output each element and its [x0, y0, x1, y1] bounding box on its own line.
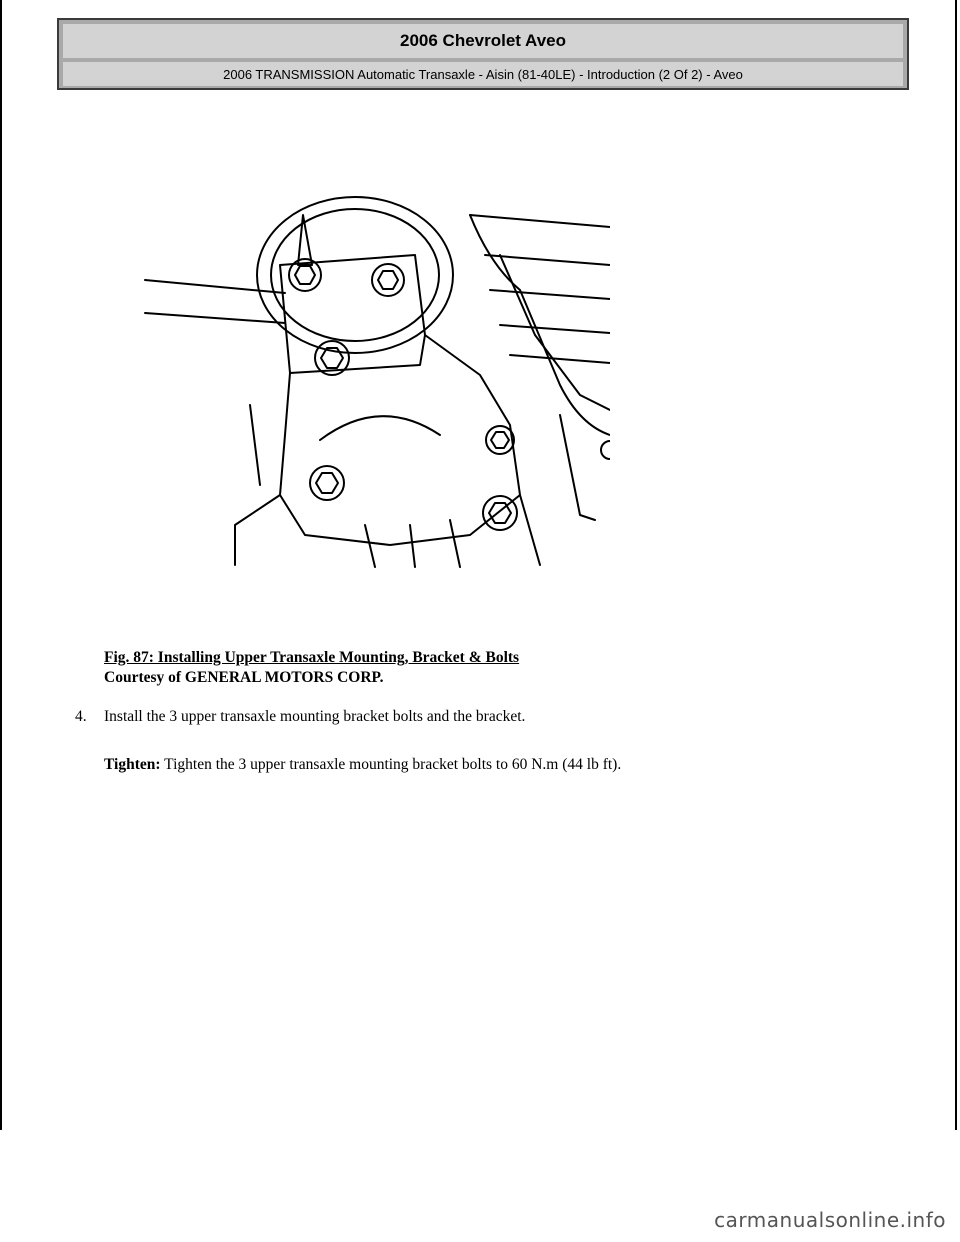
- tighten-text: Tighten the 3 upper transaxle mounting bracket bolts to 60 N.m (44 lb ft).: [164, 756, 622, 773]
- bolt-heads: [289, 259, 610, 530]
- step-item: [75, 707, 525, 727]
- document-subtitle: 2006 TRANSMISSION Automatic Transaxle - Aisin (81-40LE) - Introduction (2 Of 2) - Aveo: [63, 62, 903, 86]
- step-number: 4.: [75, 708, 87, 725]
- transaxle-mount-illustration: [140, 195, 610, 570]
- document-title: 2006 Chevrolet Aveo: [63, 24, 903, 58]
- step-text: Install the 3 upper transaxle mounting bracket bolts and the bracket.: [104, 708, 526, 725]
- figure-courtesy: Courtesy of GENERAL MOTORS CORP.: [104, 669, 384, 686]
- figure-caption-block: [104, 648, 519, 688]
- tighten-label: Tighten:: [104, 756, 161, 773]
- watermark: carmanualsonline.info: [714, 1208, 946, 1232]
- tighten-note: [104, 755, 621, 775]
- figure-caption[interactable]: Fig. 87: Installing Upper Transaxle Mounting, Bracket & Bolts: [104, 649, 520, 666]
- document-header: [57, 18, 909, 90]
